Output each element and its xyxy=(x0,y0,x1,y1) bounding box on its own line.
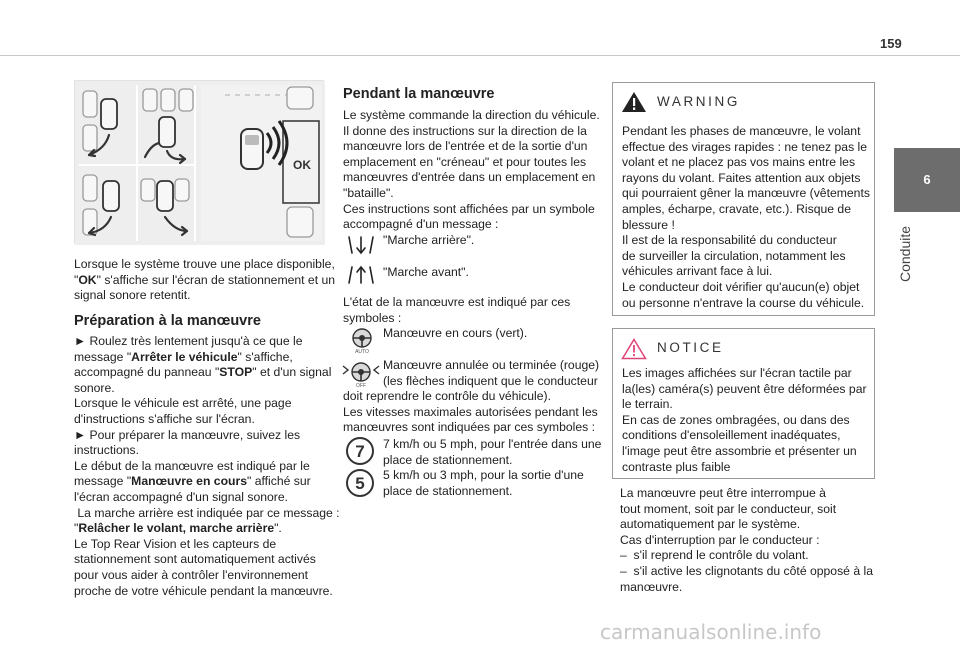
interrupt-text xyxy=(620,486,882,595)
maneuver-heading: Pendant la manœuvre xyxy=(343,86,495,102)
text-line: Le système commande la direction du véhicule. xyxy=(343,108,600,122)
text-line: Le Top Rear Vision et les capteurs de xyxy=(74,536,277,551)
warning-triangle-icon xyxy=(621,91,647,118)
speed-5-value: 5 xyxy=(355,474,365,493)
text-line: La marche arrière est indiquée par ce message : xyxy=(74,505,340,520)
text-line: Manœuvre annulée ou terminée (rouge) xyxy=(383,358,600,372)
text-line: pour vous aider à contrôler l'environnement xyxy=(74,567,309,582)
text-line: accompagné d'un message : xyxy=(343,217,499,232)
text-line: – s'il reprend le contrôle du volant. xyxy=(620,548,809,563)
text-line: 7 km/h ou 5 mph, pour l'entrée dans une xyxy=(383,437,602,451)
text-line: En cas de zones ombragées, ou dans des xyxy=(622,412,850,427)
warning-box xyxy=(612,82,875,316)
text-line: volant et ne placez pas vos mains entre les xyxy=(622,155,856,170)
text-line: rayons du volant. Faites attention aux objets xyxy=(622,170,861,185)
notice-box xyxy=(612,328,875,479)
text-line: automatiquement par le système. xyxy=(620,517,801,532)
warning-title: WARNING xyxy=(657,94,740,109)
text-line: Les vitesses maximales autorisées pendant les xyxy=(343,404,598,419)
text-line: sonore. xyxy=(74,380,115,395)
speed-7-sign-icon xyxy=(345,436,375,471)
text-line: véhicules arrivant face à lui. xyxy=(622,264,773,279)
text-line: doit reprendre le contrôle du véhicule). xyxy=(343,389,551,404)
text-line: Les images affichées sur l'écran tactile par xyxy=(622,366,852,380)
text-line: signal sonore retentit. xyxy=(74,288,191,303)
reverse-arrows-icon xyxy=(346,234,376,261)
text-line: l'écran accompagné d'un signal sonore. xyxy=(74,489,289,504)
text-line: effectue des virages rapides : ne tenez pas le xyxy=(622,139,868,154)
text-line: blessure ! xyxy=(622,217,675,232)
forward-arrows-icon xyxy=(346,264,376,291)
text-line: manœuvres sont indiquées par ces symboles : xyxy=(343,420,595,435)
steering-auto-icon xyxy=(345,326,379,359)
text-line: Ces instructions sont affichées par un symbole xyxy=(343,201,595,216)
text-line: ► Roulez très lentement jusqu'à ce que le xyxy=(74,334,303,348)
text-line: qui pourraient gêner la manœuvre (vêtements xyxy=(622,186,870,201)
forward-label: "Marche avant". xyxy=(383,265,469,279)
speed-7-text xyxy=(383,437,608,468)
text-line: Il donne des instructions sur la direction de la xyxy=(343,123,587,138)
chapter-tab[interactable] xyxy=(894,148,960,212)
auto-text: AUTO xyxy=(355,349,369,354)
text-line: Cas d'interruption par le conducteur : xyxy=(620,532,820,547)
text-line: "OK" s'affiche sur l'écran de stationnement et un xyxy=(74,272,336,287)
parking-illustration xyxy=(74,80,324,244)
text-line: proche de votre véhicule pendant la manœuvre. xyxy=(74,583,333,598)
text-line: "bataille". xyxy=(343,185,394,200)
speed-7-value: 7 xyxy=(355,442,365,461)
text-line: ► Pour préparer la manœuvre, suivez les xyxy=(74,427,301,442)
text-line: Lorsque le système trouve une place disponible, xyxy=(74,257,335,271)
text-line: contraste plus faible xyxy=(622,459,731,474)
text-line: symboles : xyxy=(343,310,402,325)
notice-text xyxy=(622,366,872,475)
text-line: stationnement sont automatiquement activés xyxy=(74,552,316,567)
off-text: OFF xyxy=(356,383,366,388)
state-intro xyxy=(343,295,605,326)
chapter-number: 6 xyxy=(923,172,931,187)
text-line: Pendant les phases de manœuvre, le volant xyxy=(622,124,861,138)
text-line: conditions d'ensoleillement inadéquates, xyxy=(622,428,841,443)
figure-ok-label: OK xyxy=(293,158,311,172)
col1-body xyxy=(74,334,340,599)
warning-text xyxy=(622,124,872,311)
text-line: d'instructions s'affiche sur l'écran. xyxy=(74,411,255,426)
notice-title: NOTICE xyxy=(657,340,724,355)
state-cancel xyxy=(343,358,605,436)
text-line: manœuvre lors de l'entrée et de la sortie d'un xyxy=(343,139,588,154)
text-line: emplacement en "créneau" et pour toutes les xyxy=(343,154,587,169)
text-line: ou personne n'entrave la course du véhicule. xyxy=(622,295,865,310)
header-rule xyxy=(0,55,960,56)
col2-p1 xyxy=(343,108,605,233)
watermark: carmanualsonline.info xyxy=(600,620,822,644)
text-line: 5 km/h ou 3 mph, pour la sortie d'une xyxy=(383,468,584,482)
text-line: amples, écharpe, cravate, etc.). Risque de xyxy=(622,201,851,216)
text-line: message "Arrêter le véhicule" s'affiche, xyxy=(74,349,293,364)
col1-intro xyxy=(74,257,336,304)
text-line: le terrain. xyxy=(622,397,673,412)
text-line: Le début de la manœuvre est indiqué par le xyxy=(74,458,310,473)
text-line: l'image peut être assombrie et présenter un xyxy=(622,443,857,458)
text-line: place de stationnement. xyxy=(383,452,513,467)
state-progress: Manœuvre en cours (vert). xyxy=(383,326,528,340)
text-line: manœuvres d'entrée dans un emplacement en xyxy=(343,170,596,185)
text-line: – s'il active les clignotants du côté opposé à la xyxy=(620,563,873,578)
page-number: 159 xyxy=(880,36,902,51)
text-line: "Relâcher le volant, marche arrière". xyxy=(74,521,282,536)
chapter-label xyxy=(897,226,917,286)
text-line: manœuvre. xyxy=(620,579,683,594)
parking-diagram-svg xyxy=(75,81,325,245)
text-line: Il est de la responsabilité du conducteur xyxy=(622,233,837,248)
reverse-label: "Marche arrière". xyxy=(383,233,475,247)
preparation-heading: Préparation à la manœuvre xyxy=(74,313,261,329)
notice-triangle-icon xyxy=(621,338,647,365)
text-line: message "Manœuvre en cours" affiché sur xyxy=(74,474,311,489)
text-line: tout moment, soit par le conducteur, soit xyxy=(620,501,837,516)
text-line: L'état de la manœuvre est indiqué par ces xyxy=(343,295,571,309)
speed-5-sign-icon xyxy=(345,468,375,503)
text-line: de surveiller la circulation, notamment les xyxy=(622,248,846,263)
text-line: accompagné du panneau "STOP" et d'un signal xyxy=(74,365,332,380)
text-line: place de stationnement. xyxy=(383,483,513,498)
text-line: (les flèches indiquent que le conducteur xyxy=(383,373,598,388)
text-line: Lorsque le véhicule est arrêté, une page xyxy=(74,396,292,411)
text-line: La manœuvre peut être interrompue à xyxy=(620,486,826,500)
text-line: la(les) caméra(s) peuvent être déformées par xyxy=(622,381,867,396)
chapter-title: Conduite xyxy=(897,225,913,282)
text-line: instructions. xyxy=(74,443,140,458)
speed-5-text xyxy=(383,468,608,499)
text-line: Le conducteur doit vérifier qu'aucun(e) objet xyxy=(622,279,860,294)
